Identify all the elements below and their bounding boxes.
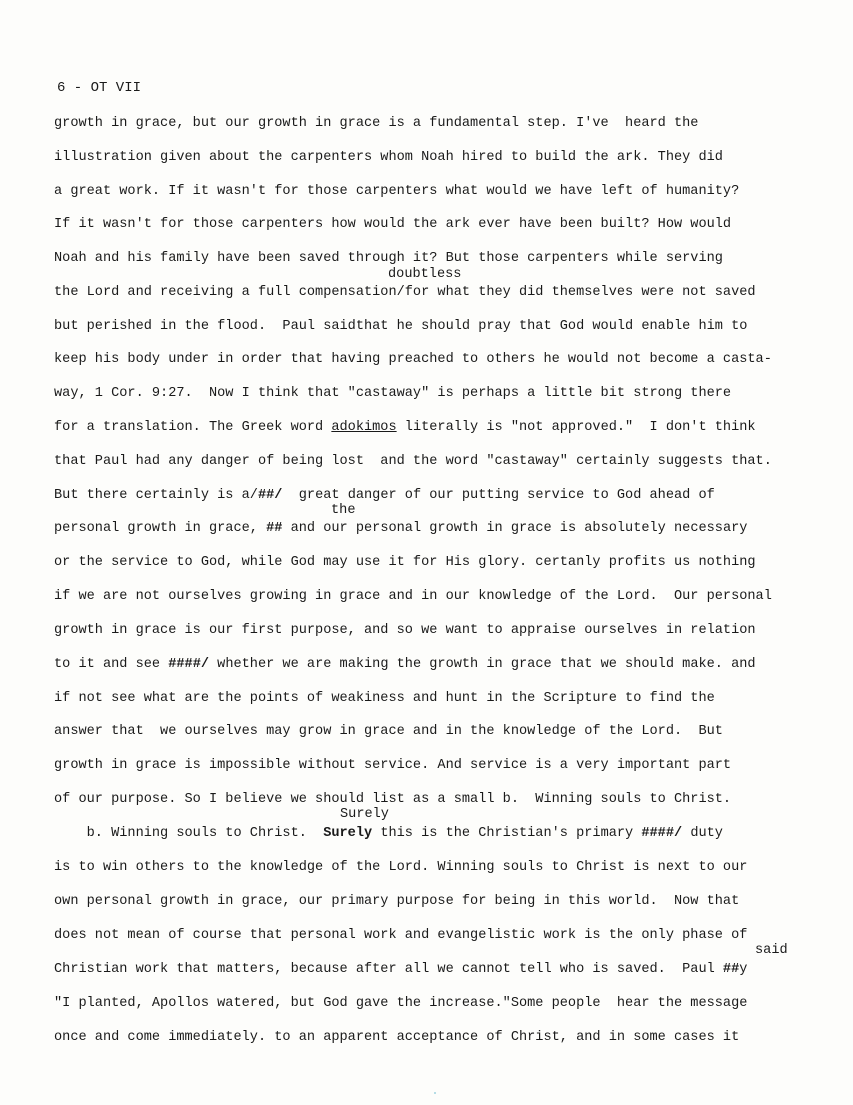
- strikeout-mark: ##/: [257, 488, 283, 503]
- text-line-3: a great work. If it wasn't for those carpenters what would we have left of humanity?: [54, 184, 740, 199]
- insert-doubtless: doubtless: [388, 267, 462, 282]
- text-line-22: [54, 826, 723, 842]
- text-line-7: but perished in the flood. Paul saidthat he should pray that God would enable him to: [54, 319, 748, 334]
- text-line-21: of our purpose. So I believe we should list as a small b. Winning souls to Christ.: [54, 792, 732, 807]
- text-line-26: [54, 962, 747, 978]
- text-line-20: growth in grace is impossible without service. And service is a very important part: [54, 758, 732, 773]
- text-line-4: If it wasn't for those carpenters how would the ark ever have been built? How would: [54, 217, 732, 232]
- strikeout-mark: ##: [722, 962, 740, 977]
- text-line-27: "I planted, Apollos watered, but God gave the increase."Some people hear the message: [54, 996, 748, 1011]
- text-line-19: answer that we ourselves may grow in grace and in the knowledge of the Lord. But: [54, 724, 723, 739]
- text-line-10-end: literally is "not approved." I don't think: [396, 420, 756, 435]
- text-line-22-start: b. Winning souls to Christ.: [54, 826, 324, 841]
- scan-speck: [434, 1092, 436, 1094]
- strikeout-mark: Surely: [323, 826, 373, 841]
- text-line-17: [54, 657, 756, 673]
- text-line-10: [54, 420, 756, 436]
- text-line-22-mid: this is the Christian's primary: [372, 826, 642, 841]
- text-line-13: [54, 521, 747, 537]
- text-line-14: or the service to God, while God may use it for His glory. certanly profits us nothing: [54, 555, 756, 570]
- text-line-10-start: for a translation. The Greek word: [54, 420, 332, 435]
- text-line-26-start: Christian work that matters, because after all we cannot tell who is saved. Paul: [54, 962, 723, 977]
- text-line-8: keep his body under in order that having preached to others he would not become a casta-: [54, 352, 772, 367]
- text-line-11: that Paul had any danger of being lost and the word "castaway" certainly suggests that.: [54, 454, 772, 469]
- insert-said: said: [755, 943, 788, 958]
- text-line-5: Noah and his family have been saved through it? But those carpenters while serving: [54, 251, 723, 266]
- page-header: 6 - OT VII: [57, 80, 142, 96]
- text-line-28: once and come immediately. to an apparent acceptance of Christ, and in some cases it: [54, 1030, 740, 1045]
- text-line-17-end: whether we are making the growth in grace that we should make. and: [209, 657, 756, 672]
- strikeout-mark: ####/: [641, 826, 683, 841]
- text-line-16: growth in grace is our first purpose, and so we want to appraise ourselves in relation: [54, 623, 756, 638]
- text-line-22-end: duty: [682, 826, 723, 841]
- greek-word-adokimos: adokimos: [331, 420, 397, 435]
- text-line-13-end: and our personal growth in grace is absolutely necessary: [282, 521, 748, 536]
- text-line-12-end: great danger of our putting service to God ahead of: [282, 488, 715, 503]
- text-line-24: own personal growth in grace, our primary purpose for being in this world. Now that: [54, 894, 740, 909]
- text-line-2: illustration given about the carpenters whom Noah hired to build the ark. They did: [54, 150, 723, 165]
- text-line-12-start: But there certainly is a/: [54, 488, 258, 503]
- text-line-13-start: personal growth in grace,: [54, 521, 267, 536]
- strikeout-mark: ##: [266, 521, 283, 536]
- text-line-26-end: y: [739, 962, 748, 977]
- text-line-17-start: to it and see: [54, 657, 169, 672]
- insert-surely: Surely: [340, 807, 389, 822]
- text-line-12: [54, 488, 715, 504]
- text-line-18: if not see what are the points of weakiness and hunt in the Scripture to find the: [54, 691, 715, 706]
- text-line-23: is to win others to the knowledge of the Lord. Winning souls to Christ is next to our: [54, 860, 748, 875]
- insert-the: the: [331, 503, 356, 518]
- text-line-25: does not mean of course that personal work and evangelistic work is the only phase of: [54, 928, 748, 943]
- text-line-15: if we are not ourselves growing in grace and in our knowledge of the Lord. Our personal: [54, 589, 772, 604]
- text-line-1: growth in grace, but our growth in grace is a fundamental step. I've heard the: [54, 116, 699, 131]
- text-line-6: the Lord and receiving a full compensation/for what they did themselves were not saved: [54, 285, 756, 300]
- strikeout-mark: ####/: [168, 657, 210, 672]
- text-line-9: way, 1 Cor. 9:27. Now I think that "castaway" is perhaps a little bit strong there: [54, 386, 732, 401]
